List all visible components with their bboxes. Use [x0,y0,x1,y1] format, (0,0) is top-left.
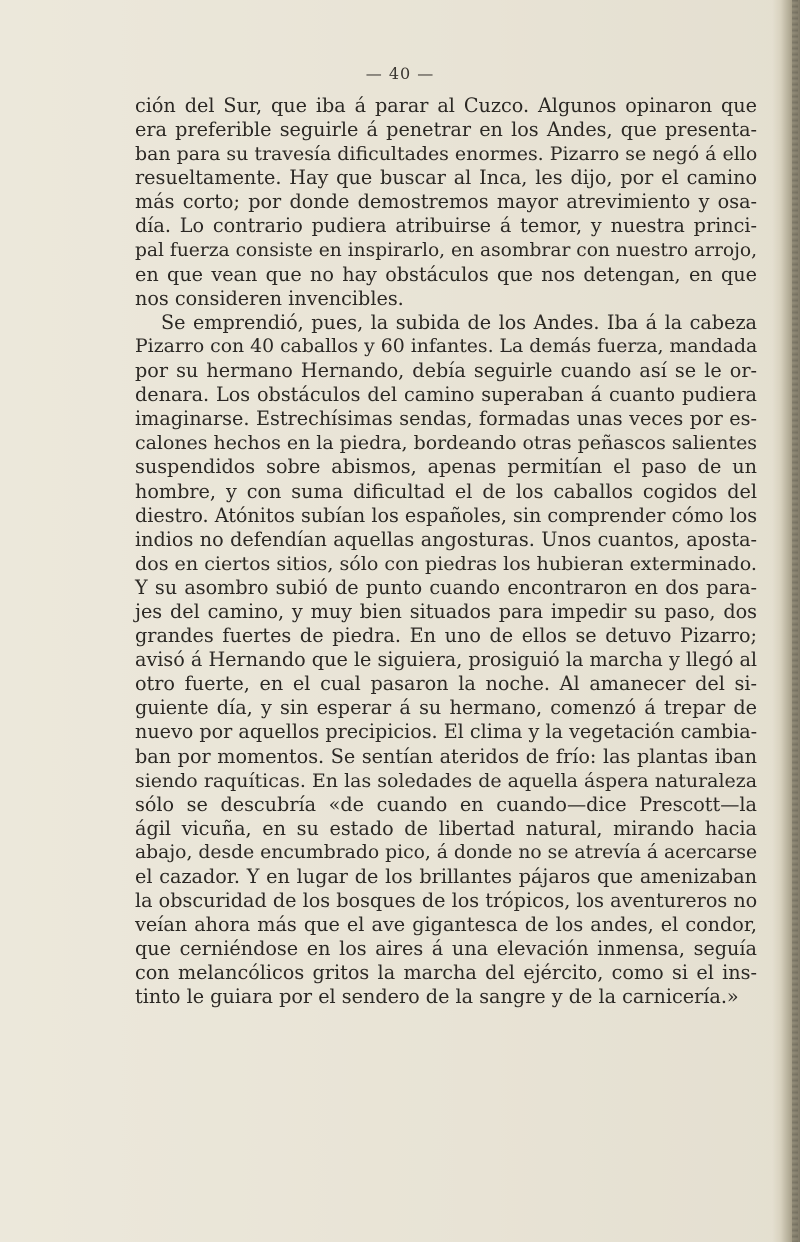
text-line: hombre, y con suma dificultad el de los caballos cogidos del [135,479,757,503]
text-line: imaginarse. Estrechísimas sendas, formadas unas veces por es- [135,407,757,431]
text-line: Pizarro con 40 caballos y 60 infantes. La demás fuerza, mandada [135,335,758,357]
text-line: calones hechos en la piedra, bordeando otras peñascos salientes [135,432,757,455]
text-line: siendo raquíticas. En las soledades de aquella áspera naturaleza [135,769,757,792]
text-line: con melancólicos gritos la marcha del ejército, como si el ins- [135,961,757,985]
text-line: avisó á Hernando que le siguiera, prosiguió la marcha y llegó al [135,648,758,672]
page-number: — 40 — [365,64,435,83]
text-line: Se emprendió, pues, la subida de los Andes. Iba á la cabeza [161,310,757,334]
text-line: dos en ciertos sitios, sólo con piedras los hubieran exterminado. [135,551,757,575]
text-line: suspendidos sobre abismos, apenas permitían el paso de un [135,455,757,479]
text-line: nuevo por aquellos precipicios. El clima y la vegetación cambia- [135,720,758,744]
text-line: veían ahora más que el ave gigantesca de los andes, el condor, [135,913,757,937]
text-line: el cazador. Y en lugar de los brillantes pájaros que amenizaban [135,865,757,888]
text-line: Y su asombro subió de punto cuando encontraron en dos para- [135,575,757,599]
text-line: que cerniéndose en los aires á una elevación inmensa, seguía [135,937,757,961]
text-line: nos consideren invencibles. [135,286,404,310]
text-line: indios no defendían aquellas angosturas. Unos cuantos, aposta- [135,527,757,551]
text-line: sólo se descubría «de cuando en cuando—dice Prescott—la [135,792,757,816]
text-line: denara. Los obstáculos del camino superaban á cuanto pudiera [135,383,757,407]
text-line: día. Lo contrario pudiera atribuirse á temor, y nuestra princi- [135,214,757,238]
text-line: grandes fuertes de piedra. En uno de ellos se detuvo Pizarro; [135,624,757,648]
text-line: ban para su travesía dificultades enormes. Pizarro se negó á ello [135,143,758,166]
text-line: tinto le guiara por el sendero de la sangre y de la carnicería.» [135,985,739,1009]
text-line: ción del Sur, que iba á parar al Cuzco. Algunos opinaron que [135,94,757,117]
page-edge [772,0,800,1242]
text-line: ágil vicuña, en su estado de libertad natural, mirando hacia [135,816,757,840]
text-line: era preferible seguirle á penetrar en los Andes, que presenta- [135,118,757,142]
text-line: jes del camino, y muy bien situados para impedir su paso, dos [135,599,757,623]
text-line: guiente día, y sin esperar á su hermano, comenzó á trepar de [135,696,757,720]
text-line: otro fuerte, en el cual pasaron la noche. Al amanecer del si- [135,672,757,696]
text-line: por su hermano Hernando, debía seguirle cuando así se le or- [135,359,757,383]
text-line: la obscuridad de los bosques de los trópicos, los aventureros no [135,889,758,913]
text-line: en que vean que no hay obstáculos que nos detengan, en que [135,262,757,286]
text-line: más corto; por donde demostremos mayor atrevimiento y osa- [135,190,757,214]
text-line: diestro. Atónitos subían los españoles, sin comprender cómo los [135,503,758,527]
text-line: resueltamente. Hay que buscar al Inca, les dijo, por el camino [135,166,757,190]
body-text [135,94,757,1010]
text-line: ban por momentos. Se sentían ateridos de frío: las plantas iban [135,744,757,768]
text-line: pal fuerza consiste en inspirarlo, en asombrar con nuestro arrojo, [135,239,757,261]
text-line: abajo, desde encumbrado pico, á donde no se atrevía á acercarse [135,841,758,863]
